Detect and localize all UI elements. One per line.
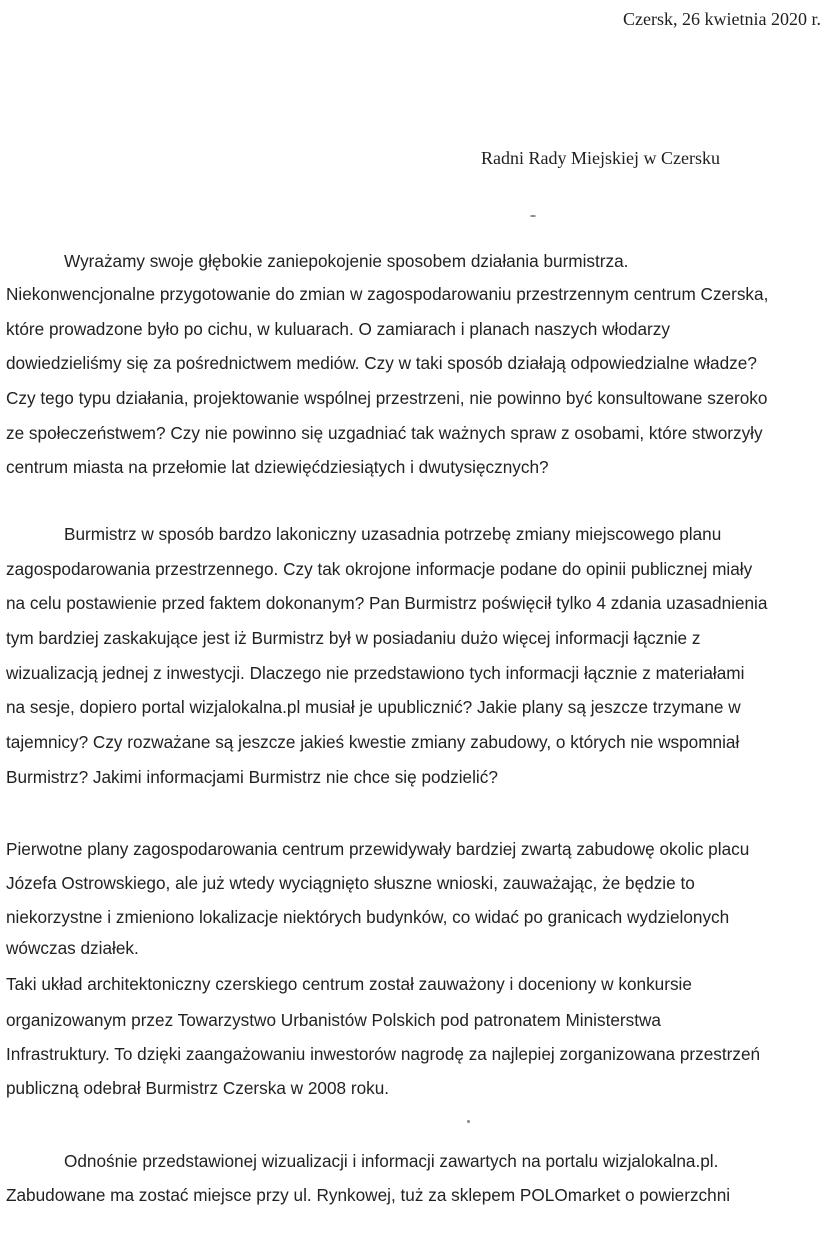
paragraph-2-line: Burmistrz w sposób bardzo lakoniczny uzasadnia potrzebę zmiany miejscowego planu bbox=[64, 524, 722, 544]
paragraph-1-line: dowiedzieliśmy się za pośrednictwem mediów. Czy w taki sposób działają odpowiedzialne władze? bbox=[6, 353, 757, 373]
paragraph-1-line: które prowadzone było po cichu, w kuluarach. O zamiarach i planach naszych włodarzy bbox=[6, 319, 670, 339]
paragraph-1-line: centrum miasta na przełomie lat dziewięćdziesiątych i dwutysięcznych? bbox=[6, 457, 549, 477]
paragraph-2-line: tajemnicy? Czy rozważane są jeszcze jakieś kwestie zmiany zabudowy, o których nie wspomniał bbox=[6, 732, 740, 752]
paragraph-2-line: Burmistrz? Jakimi informacjami Burmistrz nie chce się podzielić? bbox=[6, 767, 498, 787]
paragraph-2-line: zagospodarowania przestrzennego. Czy tak okrojone informacje podane do opinii publicznej miały bbox=[6, 559, 753, 579]
paragraph-3-line: niekorzystne i zmieniono lokalizacje niektórych budynków, co widać po granicach wydzielonych bbox=[6, 907, 730, 927]
paragraph-3-line: Infrastruktury. To dzięki zaangażowaniu inwestorów nagrodę za najlepiej zorganizowana przestrzeń bbox=[6, 1044, 761, 1064]
paragraph-2-line: wizualizacją jednej z inwestycji. Dlaczego nie przedstawiono tych informacji łącznie z materiałami bbox=[6, 663, 745, 683]
paragraph-3-line: publiczną odebrał Burmistrz Czerska w 2008 roku. bbox=[6, 1078, 390, 1098]
paragraph-3-line: Taki układ architektoniczny czerskiego centrum został zauważony i doceniony w konkursie bbox=[6, 974, 692, 994]
paragraph-1-line: ze społeczeństwem? Czy nie powinno się uzgadniać tak ważnych spraw z osobami, które stworzyły bbox=[6, 423, 763, 443]
paragraph-3-line: organizowanym przez Towarzystwo Urbanistów Polskich pod patronatem Ministerstwa bbox=[6, 1010, 661, 1030]
scan-speck bbox=[467, 1120, 470, 1123]
paragraph-4-line: Zabudowane ma zostać miejsce przy ul. Rynkowej, tuż za sklepem POLOmarket o powierzchni bbox=[6, 1185, 731, 1205]
paragraph-3-line: Pierwotne plany zagospodarowania centrum przewidywały bardziej zwartą zabudowę okolic placu bbox=[6, 839, 750, 859]
paragraph-1-line: Czy tego typu działania, projektowanie wspólnej przestrzeni, nie powinno być konsultowane szeroko bbox=[6, 388, 768, 408]
paragraph-2-line: na sesje, dopiero portal wizjalokalna.pl musiał je upublicznić? Jakie plany są jeszcze trzymane w bbox=[6, 697, 741, 717]
paragraph-3-line: wówczas działek. bbox=[6, 938, 139, 958]
paragraph-2-line: na celu postawienie przed faktem dokonanym? Pan Burmistrz poświęcił tylko 4 zdania uzasadnienia bbox=[6, 593, 768, 613]
scan-speck bbox=[530, 215, 536, 217]
paragraph-2-line: tym bardziej zaskakujące jest iż Burmistrz był w posiadaniu dużo więcej informacji łącznie z bbox=[6, 628, 701, 648]
paragraph-1-line: Niekonwencjonalne przygotowanie do zmian w zagospodarowaniu przestrzennym centrum Czerska, bbox=[6, 284, 769, 304]
paragraph-4-line: Odnośnie przedstawionej wizualizacji i informacji zawartych na portalu wizjalokalna.pl. bbox=[64, 1151, 719, 1171]
letter-recipient: Radni Rady Miejskiej w Czersku bbox=[481, 148, 720, 168]
letter-date: Czersk, 26 kwietnia 2020 r. bbox=[623, 9, 821, 29]
paragraph-3-line: Józefa Ostrowskiego, ale już wtedy wyciągnięto słuszne wnioski, zauważając, że będzie to bbox=[6, 873, 695, 893]
paragraph-1-line: Wyrażamy swoje głębokie zaniepokojenie sposobem działania burmistrza. bbox=[64, 251, 629, 271]
